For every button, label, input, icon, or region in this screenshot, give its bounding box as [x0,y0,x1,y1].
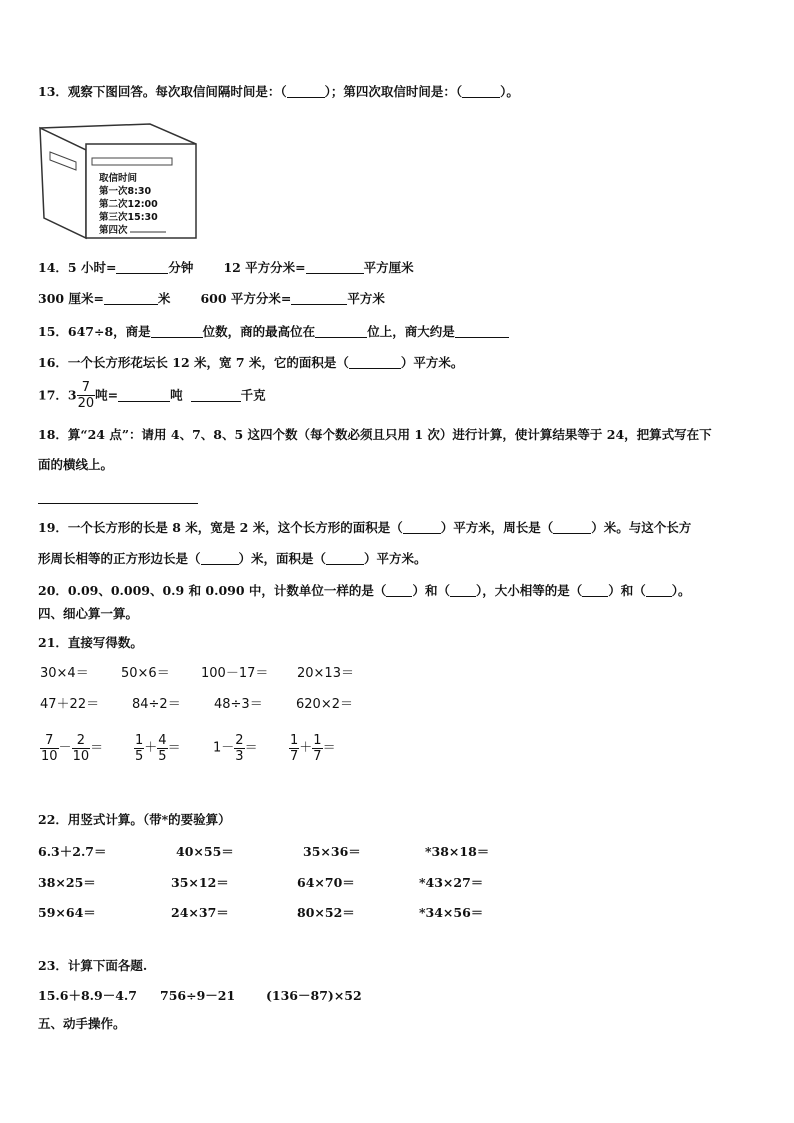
answer-blank[interactable] [201,552,239,565]
question-20: 20．0.09、0.009、0.9 和 0.090 中，计数单位一样的是（ ）和（ ），大小相等的是（ ）和（ ）。 [38,583,691,598]
answer-blank[interactable] [104,292,158,305]
mailbox-figure [38,122,198,242]
vertical-calc: 40×55＝ [176,844,234,859]
answer-line[interactable] [38,503,198,504]
answer-blank[interactable] [582,584,608,597]
oral-calc: 100－17＝ [201,666,269,681]
oral-calc: 20×13＝ [297,666,354,681]
vertical-calc: *43×27＝ [419,875,484,890]
oral-calc: 48÷3＝ [214,697,263,712]
vertical-calc: 59×64＝ [38,905,96,920]
vertical-calc: 6.3＋2.7＝ [38,844,107,859]
oral-calc: 50×6＝ [121,666,170,681]
oral-calc: 620×2＝ [296,697,353,712]
question-23: 23．计算下面各题. [38,958,148,973]
mixed-calc: 15.6＋8.9－4.7 [38,988,137,1003]
vertical-calc: 80×52＝ [297,905,355,920]
question-14-part-2: 300 厘米= 米 600 平方分米= 平方米 [38,291,385,306]
fraction-calc: 1－ $\frac{2}{3}$ ＝ [213,733,258,764]
vertical-calc: *34×56＝ [419,905,484,920]
answer-blank[interactable] [306,261,364,274]
mixed-calc: 756÷9－21 [160,988,236,1003]
question-14: 14．5 小时= 分钟 12 平方分米= 平方厘米 [38,260,414,275]
pickup-times [99,172,158,237]
pickup-title: 取信时间 [99,173,138,184]
answer-blank[interactable] [403,521,441,534]
question-19-line-1: 19．一个长方形的长是 8 米，宽是 2 米，这个长方形的面积是（ ）平方米，周长是（ ）米。与这个长方 [38,520,692,535]
question-18-line-1: 18．算“24 点”：请用 4、7、8、5 这四个数（每个数必须且只用 1 次）进行计算，使计算结果等于 24，把算式写在下 [38,427,712,442]
answer-blank[interactable] [553,521,591,534]
answer-blank[interactable] [455,325,509,338]
pickup-2: 第二次12:00 [99,199,158,210]
question-21: 21．直接写得数。 [38,635,143,650]
answer-blank[interactable] [191,389,241,402]
oral-calc: 84÷2＝ [132,697,181,712]
answer-blank[interactable] [287,85,325,98]
pickup-1: 第一次8:30 [99,186,152,197]
vertical-calc: *38×18＝ [425,844,490,859]
answer-blank[interactable] [151,325,203,338]
fraction-calc: $\frac{1}{5}$ ＋ $\frac{4}{5}$ ＝ [135,733,181,764]
question-15: 15．647÷8，商是 位数，商的最高位在 位上，商大约是 [38,324,509,340]
vertical-calc: 38×25＝ [38,875,96,890]
question-17: 17．3 $\frac{7}{20}$ 吨= 吨 千克 [38,380,266,411]
answer-blank[interactable] [118,389,170,402]
vertical-calc: 35×12＝ [171,875,229,890]
answer-blank[interactable] [450,584,476,597]
vertical-calc: 24×37＝ [171,905,229,920]
section-5-heading: 五、动手操作。 [38,1016,126,1031]
question-18-line-2: 面的横线上。 [38,457,114,472]
answer-blank[interactable] [386,584,412,597]
answer-blank[interactable] [116,261,168,274]
question-13: 13．观察下图回答。每次取信间隔时间是：（ ）；第四次取信时间是：（ ）。 [38,84,519,99]
answer-blank[interactable] [462,85,500,98]
mixed-calc: (136－87)×52 [266,988,362,1003]
vertical-calc: 35×36＝ [303,844,361,859]
answer-blank[interactable] [315,325,367,338]
question-19-line-2: 形周长相等的正方形边长是（ ）米，面积是（ ）平方米。 [38,551,427,566]
oral-calc: 47＋22＝ [40,697,100,712]
mixed-fraction: $\frac{7}{20}$ [77,380,95,411]
question-22: 22．用竖式计算。（带*的要验算） [38,812,231,827]
vertical-calc: 64×70＝ [297,875,355,890]
answer-blank[interactable] [291,292,347,305]
oral-calc: 30×4＝ [40,666,89,681]
section-4-heading: 四、细心算一算。 [38,606,139,621]
answer-blank[interactable] [326,552,364,565]
answer-blank[interactable] [349,356,401,369]
fraction-calc: $\frac{1}{7}$ ＋ $\frac{1}{7}$ ＝ [290,733,336,764]
pickup-3: 第三次15:30 [99,212,158,223]
pickup-4: 第四次 [99,225,128,236]
answer-blank[interactable] [646,584,672,597]
fraction-calc: $\frac{7}{10}$ － $\frac{2}{10}$ ＝ [41,733,104,764]
question-16: 16．一个长方形花坛长 12 米，宽 7 米，它的面积是（ ）平方米。 [38,355,464,370]
